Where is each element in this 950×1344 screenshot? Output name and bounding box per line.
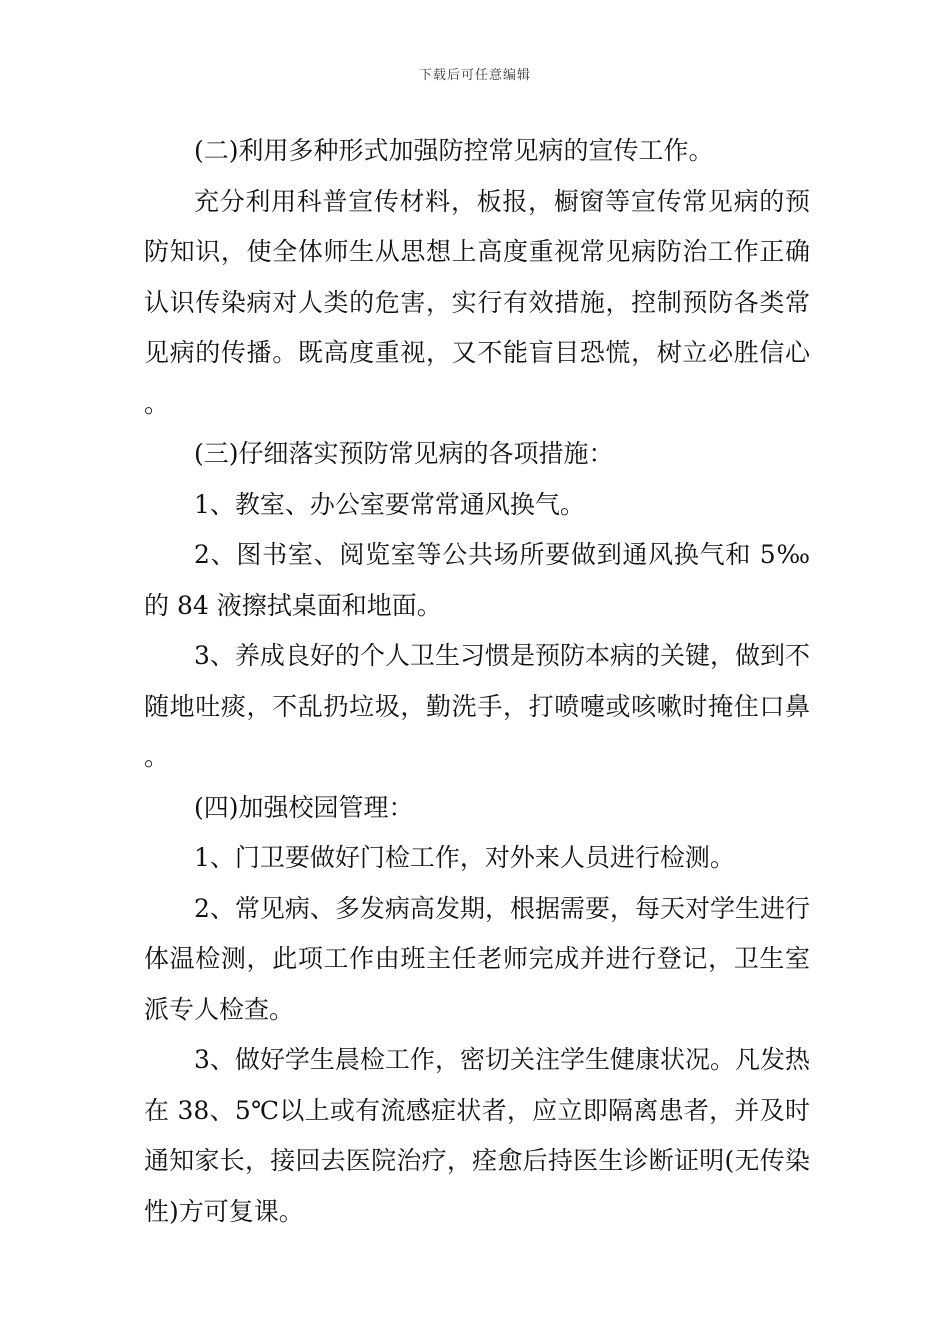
paragraph-public-areas: 2、图书室、阅览室等公共场所要做到通风换气和 5‰的 84 液擦拭桌面和地面。 xyxy=(144,540,810,620)
paragraph-morning-checks: 3、做好学生晨检工作，密切关注学生健康状况。凡发热在 38、5℃以上或有流感症状者，应立即隔离患者，并及时通知家长，接回去医院治疗，痊愈后持医生诊断证明(无传染性)方可复课。 xyxy=(144,1045,810,1226)
paragraph-section-4-heading: (四)加强校园管理： xyxy=(194,792,414,822)
document-body xyxy=(144,126,810,1237)
paragraph-hygiene-habits: 3、养成良好的个人卫生习惯是预防本病的关键，做到不随地吐痰，不乱扔垃圾，勤洗手，打喷嚏或咳嗽时掩住口鼻。 xyxy=(144,641,810,771)
paragraph-temperature-checks: 2、常见病、多发病高发期，根据需要，每天对学生进行体温检测，此项工作由班主任老师完成并进行登记，卫生室派专人检查。 xyxy=(144,893,810,1024)
paragraph-section-3-heading: (三)仔细落实预防常见病的各项措施： xyxy=(194,439,614,468)
paragraph-section-2-heading: (二)利用多种形式加强防控常见病的宣传工作。 xyxy=(194,136,714,165)
page-header: 下载后可任意编辑 xyxy=(418,68,531,83)
paragraph-ventilation: 1、教室、办公室要常常通风换气。 xyxy=(194,489,585,519)
paragraph-publicity-materials: 充分利用科普宣传材料，板报，橱窗等宣传常见病的预防知识，使全体师生从思想上高度重视常见病防治工作正确认识传染病对人类的危害，实行有效措施，控制预防各类常见病的传播。既高度重视，又不能盲目恐慌，树立必胜信心。 xyxy=(144,186,810,418)
paragraph-gate-checks: 1、门卫要做好门检工作，对外来人员进行检测。 xyxy=(194,843,735,872)
